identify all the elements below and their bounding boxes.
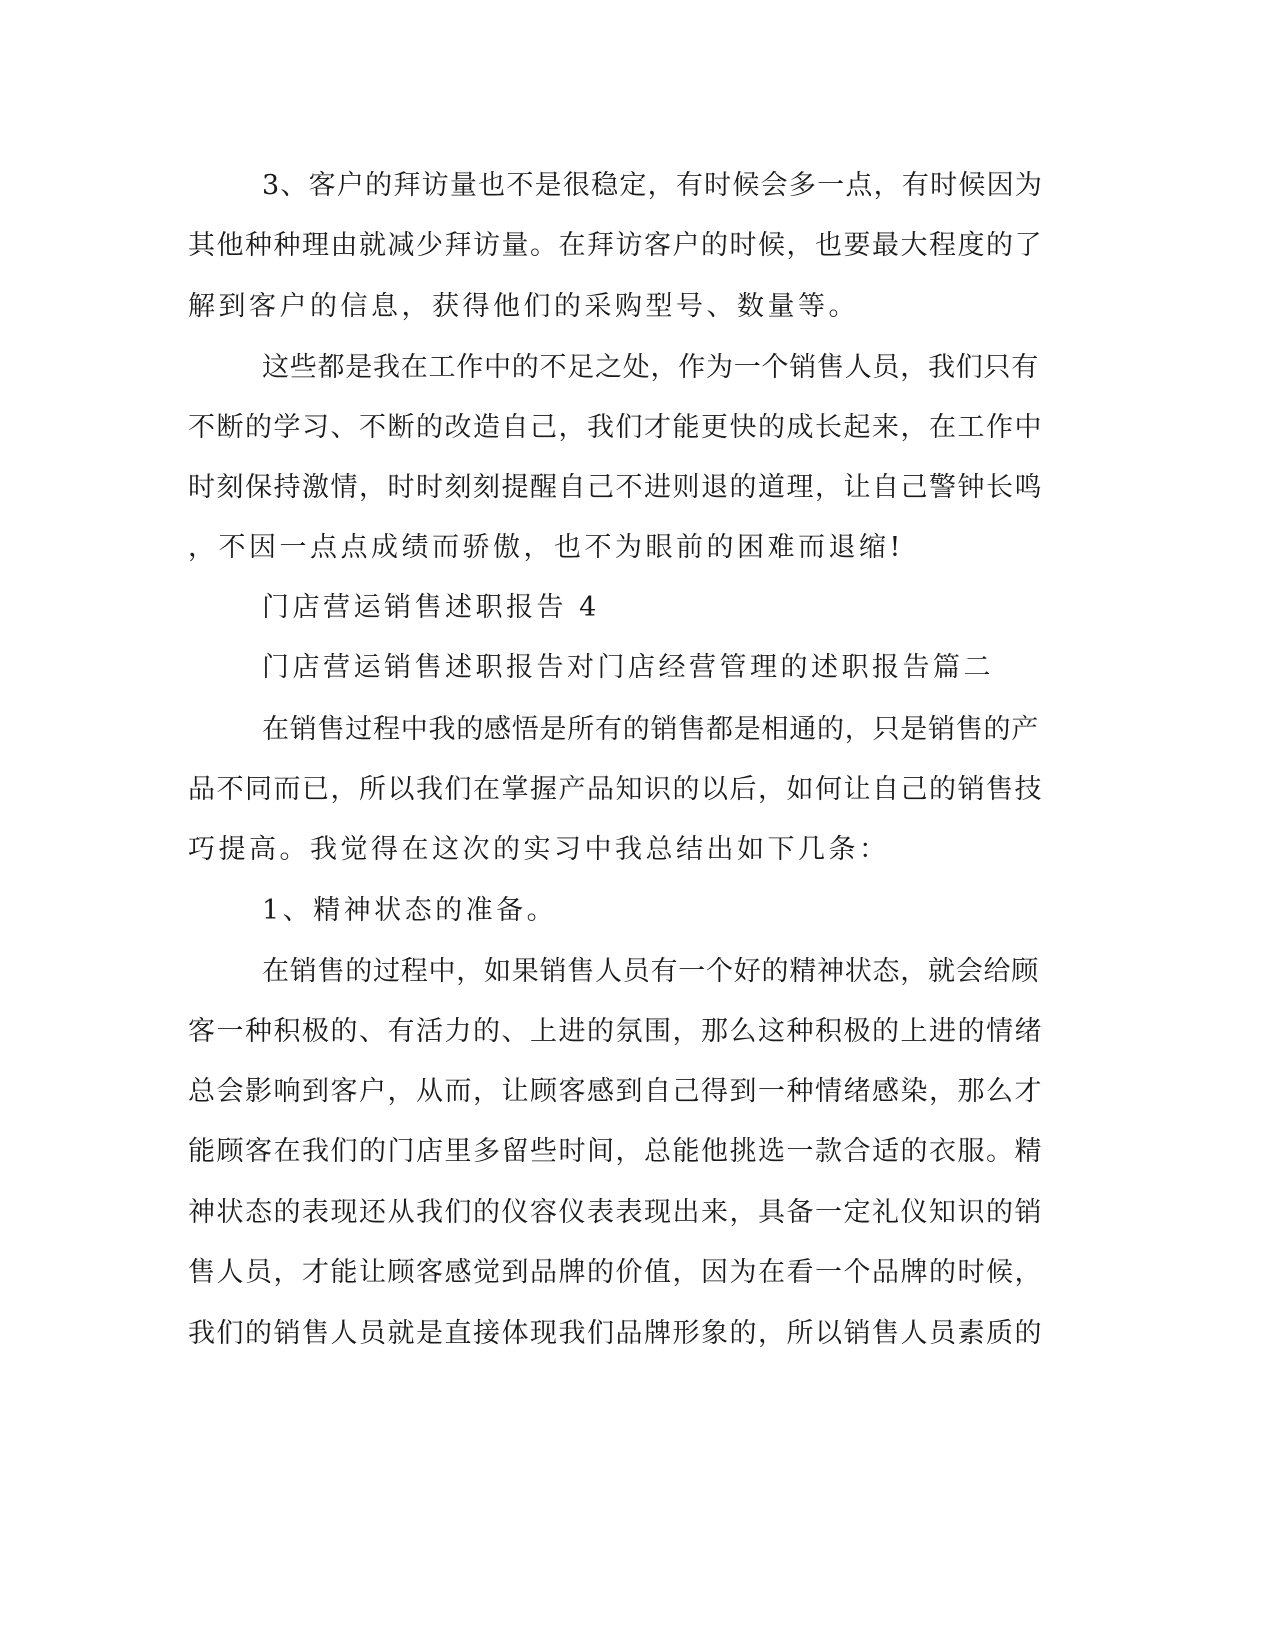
text-line: 售人员，才能让顾客感觉到品牌的价值，因为在看一个品牌的时候， xyxy=(188,1257,1043,1288)
text-line: 在销售的过程中，如果销售人员有一个好的精神状态，就会给顾 xyxy=(262,956,1039,987)
section-heading: 门店营运销售述职报告 4 xyxy=(262,592,600,623)
text-line: 神状态的表现还从我们的仪容仪表表现出来，具备一定礼仪知识的销 xyxy=(188,1197,1043,1228)
text-line: 品不同而已，所以我们在掌握产品知识的以后，如何让自己的销售技 xyxy=(188,774,1043,805)
text-line: 这些都是我在工作中的不足之处，作为一个销售人员，我们只有 xyxy=(262,352,1039,383)
text-line: 解到客户的信息，获得他们的采购型号、数量等。 xyxy=(188,291,859,322)
text-line: 能顾客在我们的门店里多留些时间，总能他挑选一款合适的衣服。精 xyxy=(188,1136,1043,1167)
text-line: 总会影响到客户，从而，让顾客感到自己得到一种情绪感染，那么才 xyxy=(188,1076,1043,1107)
text-line: ，不因一点点成绩而骄傲，也不为眼前的困难而退缩! xyxy=(188,532,904,563)
list-item-heading: 1、精神状态的准备。 xyxy=(262,895,558,926)
text-line: 时刻保持激情，时时刻刻提醒自己不进则退的道理，让自己警钟长鸣 xyxy=(188,472,1043,503)
text-line: 我们的销售人员就是直接体现我们品牌形象的，所以销售人员素质的 xyxy=(188,1318,1043,1349)
text-line: 3、客户的拜访量也不是很稳定，有时候会多一点，有时候因为 xyxy=(262,170,1044,201)
section-subheading: 门店营运销售述职报告对门店经营管理的述职报告篇二 xyxy=(262,652,994,683)
text-line: 不断的学习、不断的改造自己，我们才能更快的成长起来，在工作中 xyxy=(188,412,1043,443)
text-line: 在销售过程中我的感悟是所有的销售都是相通的，只是销售的产 xyxy=(262,714,1039,745)
text-line: 客一种积极的、有活力的、上进的氛围，那么这种积极的上进的情绪 xyxy=(188,1016,1043,1047)
text-line: 巧提高。我觉得在这次的实习中我总结出如下几条： xyxy=(188,834,890,865)
text-line: 其他种种理由就减少拜访量。在拜访客户的时候，也要最大程度的了 xyxy=(188,230,1043,261)
